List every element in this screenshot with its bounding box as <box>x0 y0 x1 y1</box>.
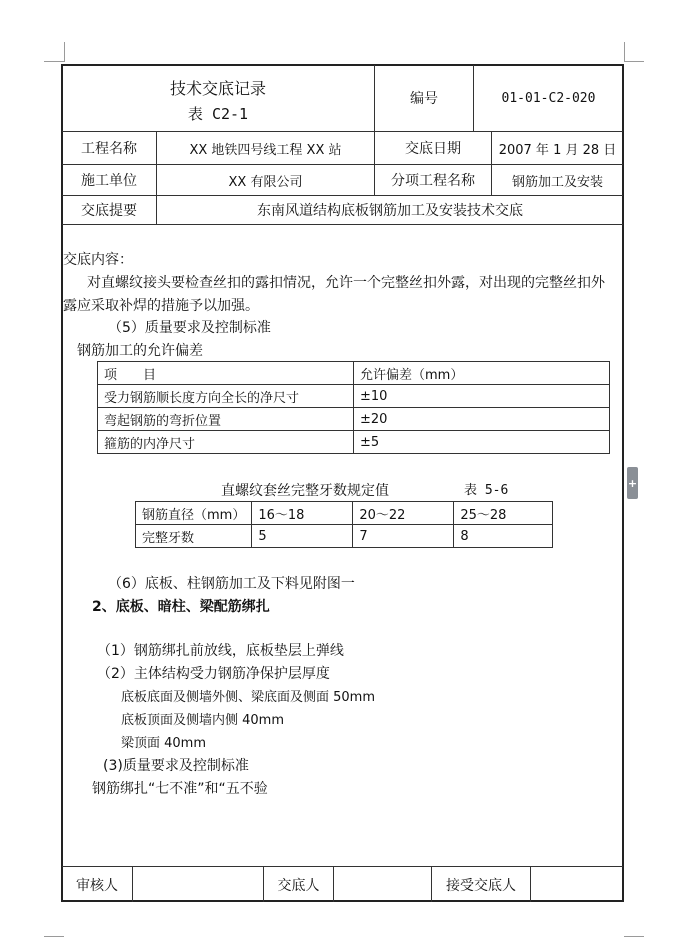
form-number: 表 C2-1 <box>187 104 249 123</box>
table-cell: 5 <box>252 525 353 548</box>
table-row <box>136 525 553 548</box>
table-cell: 7 <box>353 525 454 548</box>
last-line: 钢筋绑扎“七不准”和“五不验 <box>92 781 268 797</box>
table-cell: 箍筋的内净尺寸 <box>98 431 354 454</box>
step-3: (3)质量要求及控制标准 <box>103 758 249 774</box>
table-row <box>98 408 610 431</box>
date-label: 交底日期 <box>405 141 461 157</box>
crop-mark <box>44 936 64 937</box>
crop-mark <box>624 61 644 62</box>
table-row <box>98 385 610 408</box>
crop-mark <box>64 42 65 62</box>
thread-count-table <box>135 501 553 548</box>
reviewer-label: 审核人 <box>76 877 118 894</box>
plus-icon[interactable]: + <box>627 467 638 499</box>
unit-value: XX 有限公司 <box>228 174 303 190</box>
step-2: （2）主体结构受力钢筋净保护层厚度 <box>97 666 330 682</box>
table-cell: 16～18 <box>252 502 353 525</box>
discloser-label: 交底人 <box>277 877 320 894</box>
form-title: 技术交底记录 <box>169 78 266 98</box>
unit-label: 施工单位 <box>81 173 137 189</box>
reviewer-signature-field[interactable] <box>133 867 263 902</box>
project-label: 工程名称 <box>81 141 137 157</box>
cover-line: 底板底面及侧墙外侧、梁底面及侧面 50mm <box>121 690 376 705</box>
number-value: 01-01-C2-020 <box>501 90 596 106</box>
row-divider <box>62 224 623 225</box>
tolerance-table <box>97 361 610 454</box>
table-header-cell: 允许偏差（mm） <box>354 362 610 385</box>
content-label: 交底内容： <box>63 252 133 268</box>
date-value: 2007 年 1 月 28 日 <box>498 142 617 158</box>
section-2-heading: 2、底板、暗柱、梁配筋绑扎 <box>92 599 270 615</box>
subproject-value: 钢筋加工及安装 <box>511 174 603 190</box>
table-header-row <box>98 362 610 385</box>
paragraph-line: 露应采取补焊的措施予以加强。 <box>63 298 259 314</box>
subproject-label: 分项工程名称 <box>391 173 475 189</box>
discloser-signature-field[interactable] <box>334 867 431 902</box>
table-row <box>98 431 610 454</box>
cover-line: 梁顶面 40mm <box>121 736 207 751</box>
project-value: XX 地铁四号线工程 XX 站 <box>189 142 342 158</box>
step-1: （1）钢筋绑扎前放线，底板垫层上弹线 <box>97 643 344 659</box>
table-cell: 受力钢筋顺长度方向全长的净尺寸 <box>98 385 354 408</box>
table-cell: 8 <box>454 525 553 548</box>
table-header-cell: 项 目 <box>98 362 354 385</box>
number-label: 编号 <box>410 91 438 107</box>
receiver-signature-field[interactable] <box>531 867 623 902</box>
table-cell: ±10 <box>354 385 610 408</box>
table2-number: 表 5-6 <box>464 483 509 498</box>
paragraph-line: 对直螺纹接头要检查丝扣的露扣情况，允许一个完整丝扣外露，对出现的完整丝扣外 <box>87 275 605 291</box>
table-cell: 弯起钢筋的弯折位置 <box>98 408 354 431</box>
item-6-heading: （6）底板、柱钢筋加工及下料见附图一 <box>108 576 355 592</box>
table-cell: 完整牙数 <box>136 525 252 548</box>
table-cell: 20～22 <box>353 502 454 525</box>
table-row <box>136 502 553 525</box>
cover-line: 底板顶面及侧墙内侧 40mm <box>121 713 285 728</box>
item-5-heading: （5）质量要求及控制标准 <box>108 320 271 336</box>
table-cell: 25～28 <box>454 502 553 525</box>
crop-mark <box>44 61 64 62</box>
table2-title: 直螺纹套丝完整牙数规定值 <box>221 483 389 499</box>
receiver-label: 接受交底人 <box>446 877 516 894</box>
table-cell: 钢筋直径（mm） <box>136 502 252 525</box>
summary-value: 东南风道结构底板钢筋加工及安装技术交底 <box>257 203 523 219</box>
summary-label: 交底提要 <box>81 203 137 219</box>
table1-caption: 钢筋加工的允许偏差 <box>77 343 203 359</box>
table-cell: ±20 <box>354 408 610 431</box>
table-cell: ±5 <box>354 431 610 454</box>
crop-mark <box>624 936 644 937</box>
crop-mark <box>624 42 625 62</box>
